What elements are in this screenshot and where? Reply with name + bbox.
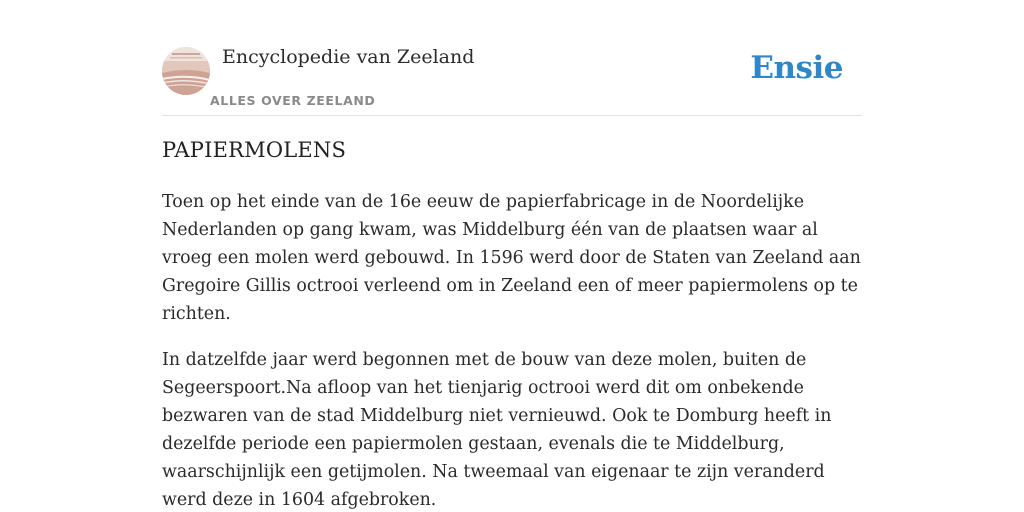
book-pages-icon — [162, 47, 210, 95]
ensie-logo[interactable]: Ensie — [750, 50, 843, 86]
site-subtitle: ALLES OVER ZEELAND — [210, 93, 376, 108]
article-paragraph: In datzelfde jaar werd begonnen met de bouw van deze molen, buiten de Segeerspoort.Na afloop van het tienjarig octrooi werd dit om onbekende bezwaren van de stad Middelburg niet vernieuwd. Ook te Domburg heeft in dezelfde periode een papiermolen gestaan, evenals die te Middelburg, waarschijnlijk een getijmolen. Na tweemaal van eigenaar te zijn veranderd werd deze in 1604 afgebroken. — [162, 350, 832, 510]
article-title: PAPIERMOLENS — [162, 138, 347, 162]
article — [162, 138, 862, 512]
site-header — [162, 44, 862, 116]
article-paragraph: Toen op het einde van de 16e eeuw de papierfabricage in de Noordelijke Nederlanden op gang kwam, was Middelburg één van de plaatsen waar al vroeg een molen werd gebouwd. In 1596 werd door de Staten van Zeeland aan Gregoire Gillis octrooi verleend om in Zeeland een of meer papiermolens op te richten. — [162, 192, 861, 324]
site-avatar[interactable] — [162, 47, 210, 95]
site-title[interactable]: Encyclopedie van Zeeland — [222, 46, 475, 68]
